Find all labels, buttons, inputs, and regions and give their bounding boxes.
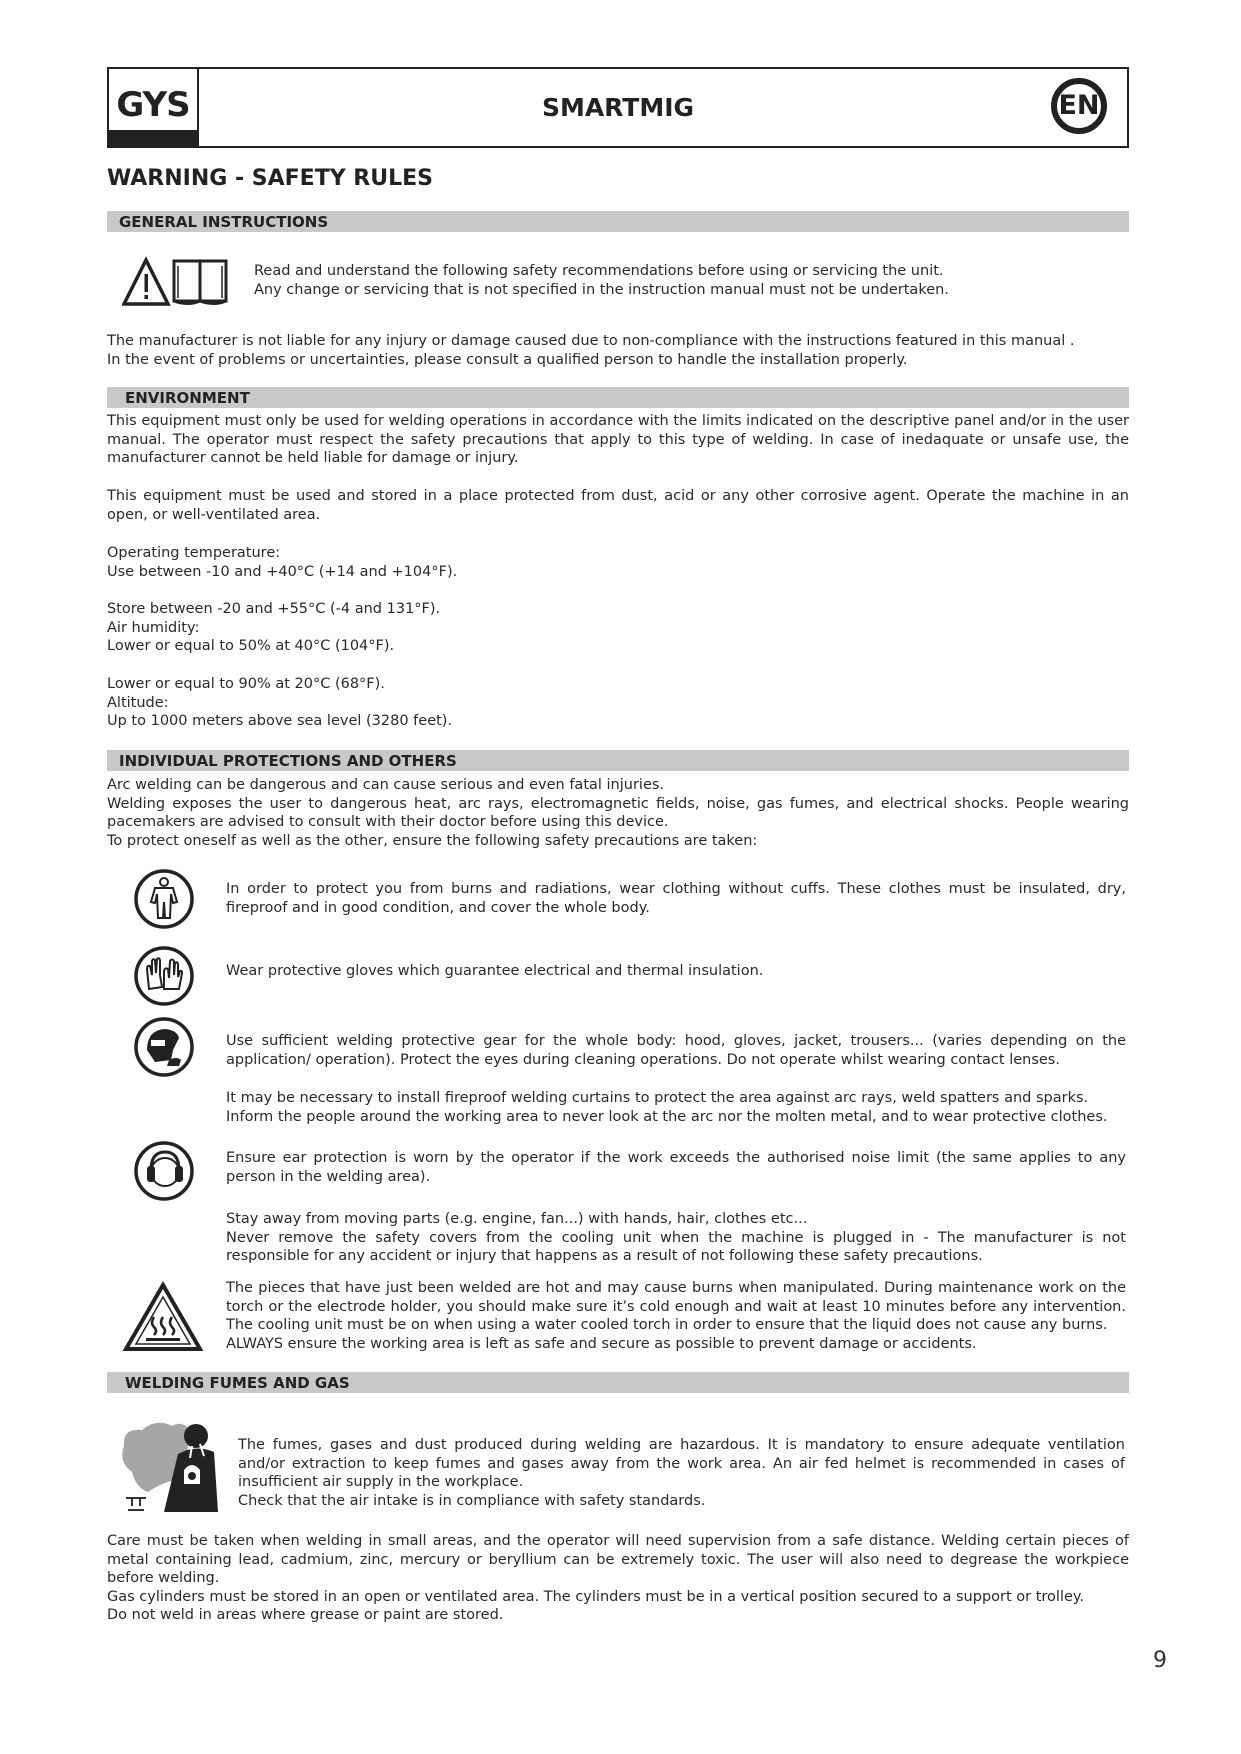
ear-protection-icon xyxy=(133,1140,195,1202)
protections-intro xyxy=(107,776,1129,850)
curtains-text xyxy=(226,1089,1126,1126)
moving-line: Never remove the safety covers from the cooling unit when the machine is plugged in - The manufacturer is not responsible for any accident or injury that happens as a result of not following these safety precautions. xyxy=(226,1229,1126,1264)
protections-intro-line: Welding exposes the user to dangerous heat, arc rays, electromagnetic fields, noise, gas fumes, and electrical shocks. People wearing pacemakers are advised to consult with their doctor before using this device. xyxy=(107,795,1129,830)
env-line: Operating temperature: xyxy=(107,545,281,561)
protections-intro-line: To protect oneself as well as the other, ensure the following safety precautions are taken: xyxy=(107,832,758,849)
section-heading-text: ENVIRONMENT xyxy=(125,389,250,407)
env-line: Store between -20 and +55°C (-4 and 131°F). xyxy=(107,601,441,617)
protective-clothing-icon xyxy=(133,868,195,930)
logo-bar xyxy=(109,130,197,146)
moving-parts-text xyxy=(226,1210,1126,1266)
environment-paragraph-1: This equipment must only be used for welding operations in accordance with the limits indicated on the descriptive panel and/or in the user manual. The operator must respect the safety precautions that apply to this type of welding. In case of inedaquate or unsafe use, the manufacturer cannot be held liable for damage or injury. xyxy=(107,413,1129,466)
env-line: Lower or equal to 90% at 20°C (68°F). xyxy=(107,676,385,692)
protections-intro-line: Arc welding can be dangerous and can cause serious and even fatal injuries. xyxy=(107,777,665,793)
env-line: Lower or equal to 50% at 40°C (104°F). xyxy=(107,638,395,654)
environment-paragraph-2: This equipment must be used and stored in a place protected from dust, acid or any other corrosive agent. Operate the machine in an open, or well-ventilated area. xyxy=(107,488,1129,523)
general-intro xyxy=(254,262,1114,299)
env-line: Use between -10 and +40°C (+14 and +104°F). xyxy=(107,563,458,580)
page-title: WARNING - SAFETY RULES xyxy=(107,166,433,191)
clothing-text: In order to protect you from burns and radiations, wear clothing without cuffs. These clothes must be insulated, dry, fireproof and in good condition, and cover the whole body. xyxy=(226,881,1126,916)
general-body xyxy=(107,332,1129,369)
curtains-line: Inform the people around the working area to never look at the arc nor the molten metal, and to wear protective clothes. xyxy=(226,1108,1108,1125)
environment-storage xyxy=(107,600,1129,656)
hot-line: ALWAYS ensure the working area is left as safe and secure as possible to prevent damage or accidents. xyxy=(226,1335,977,1352)
language-badge: EN xyxy=(1051,78,1107,134)
warning-manual-icon xyxy=(122,256,232,308)
env-line: Up to 1000 meters above sea level (3280 feet). xyxy=(107,713,453,729)
section-heading-fumes xyxy=(107,1372,1129,1393)
fumes-body-line: Do not weld in areas where grease or paint are stored. xyxy=(107,1607,504,1623)
ear-text: Ensure ear protection is worn by the operator if the work exceeds the authorised noise limit (the same applies to any person in the welding area). xyxy=(226,1150,1126,1185)
hot-surface-warning-icon xyxy=(122,1281,204,1353)
gloves-icon xyxy=(133,945,195,1007)
product-name: SMARTMIG xyxy=(541,93,695,122)
section-heading-text: GENERAL INSTRUCTIONS xyxy=(119,213,329,231)
general-intro-line-1: Read and understand the following safety recommendations before using or servicing the unit. xyxy=(254,263,944,279)
env-line: Altitude: xyxy=(107,694,169,711)
general-body-line-1: The manufacturer is not liable for any injury or damage caused due to non-compliance with the instructions featured in this manual . xyxy=(107,333,1075,349)
welding-mask-icon xyxy=(133,1016,195,1078)
environment-altitude xyxy=(107,675,1129,731)
hot-line: The pieces that have just been welded are hot and may cause burns when manipulated. During maintenance work on the torch or the electrode holder, you should make sure it’s cold enough and wait at least 10 minutes before any intervention. The cooling unit must be on when using a water cooled torch in order to ensure that the liquid does not cause any burns. xyxy=(226,1280,1126,1333)
page-header xyxy=(107,67,1129,148)
fumes-body-line: Gas cylinders must be stored in an open or ventilated area. The cylinders must be in a vertical position secured to a support or trolley. xyxy=(107,1588,1085,1605)
env-line: Air humidity: xyxy=(107,619,200,636)
fumes-line: The fumes, gases and dust produced during welding are hazardous. It is mandatory to ensure adequate ventilation and/or extraction to keep fumes and gases away from the work area. An air fed helmet is recommended in cases of insufficient air supply in the workplace. xyxy=(238,1437,1125,1490)
section-heading-text: WELDING FUMES AND GAS xyxy=(125,1374,350,1392)
fumes-hazard-icon xyxy=(118,1418,230,1514)
section-heading-protections xyxy=(107,750,1129,771)
section-heading-environment xyxy=(107,387,1129,408)
general-body-line-2: In the event of problems or uncertainties, please consult a qualified person to handle the installation properly. xyxy=(107,351,908,368)
fumes-body-line: Care must be taken when welding in small areas, and the operator will need supervision from a safe distance. Welding certain pieces of metal containing lead, cadmium, zinc, mercury or beryllium can be extremely toxic. The user will also need to degrease the workpiece before welding. xyxy=(107,1533,1129,1586)
general-intro-line-2: Any change or servicing that is not specified in the instruction manual must not be undertaken. xyxy=(254,281,949,298)
moving-line: Stay away from moving parts (e.g. engine, fan...) with hands, hair, clothes etc... xyxy=(226,1211,808,1227)
section-heading-text: INDIVIDUAL PROTECTIONS AND OTHERS xyxy=(119,752,457,770)
environment-operating-temp xyxy=(107,544,1129,581)
gloves-text: Wear protective gloves which guarantee electrical and thermal insulation. xyxy=(226,963,764,979)
logo-text: GYS xyxy=(116,85,190,125)
fumes-intro xyxy=(238,1436,1125,1510)
section-heading-general xyxy=(107,211,1129,232)
fumes-body xyxy=(107,1532,1129,1625)
hot-pieces-text xyxy=(226,1279,1126,1353)
fumes-line: Check that the air intake is in compliance with safety standards. xyxy=(238,1492,706,1509)
curtains-line: It may be necessary to install fireproof welding curtains to protect the area against arc rays, weld spatters and sparks. xyxy=(226,1090,1089,1106)
page-number: 9 xyxy=(1153,1648,1167,1673)
gear-text: Use sufficient welding protective gear for the whole body: hood, gloves, jacket, trousers... (varies depending on the application/ operation). Protect the eyes during cleaning operations. Do not operate whilst wearing contact lenses. xyxy=(226,1033,1126,1068)
